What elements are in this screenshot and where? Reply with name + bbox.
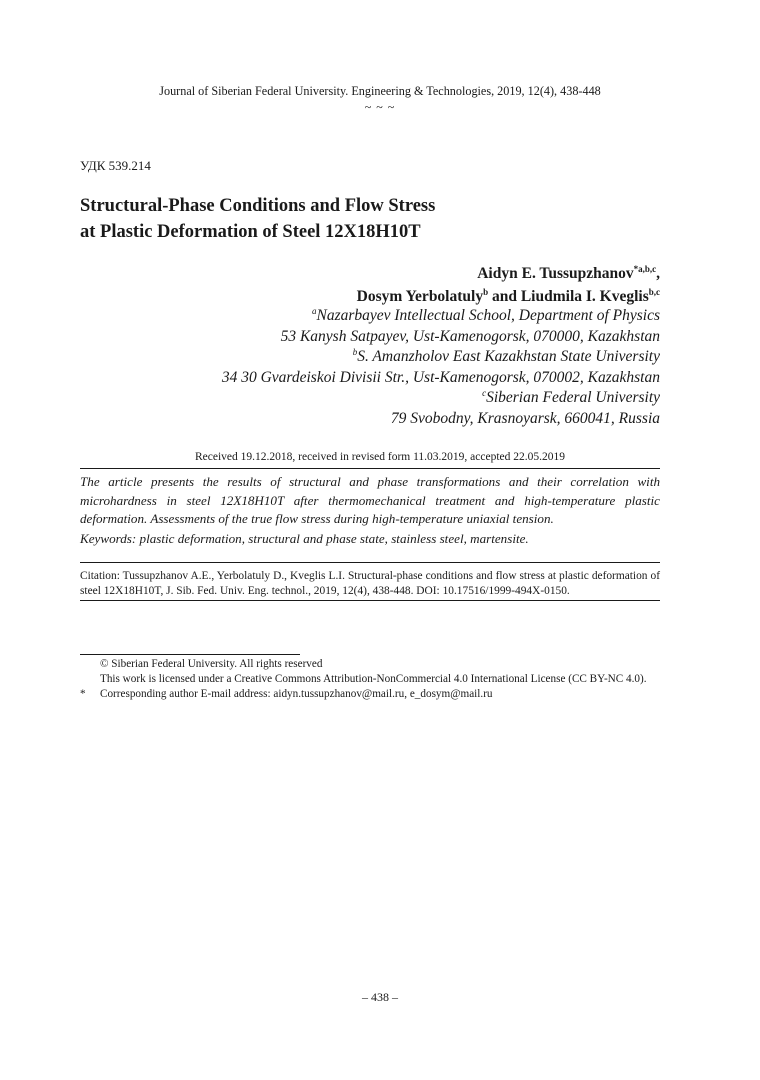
page-number: – 438 – — [362, 990, 398, 1004]
affiliation-sup: c — [482, 387, 487, 398]
author-list — [357, 262, 660, 308]
udk-code: УДК 539.214 — [80, 158, 151, 173]
affiliation-sup: a — [311, 305, 317, 316]
affiliation-text: Siberian Federal University — [486, 389, 660, 406]
title-line-1: Structural-Phase Conditions and Flow Stress — [80, 196, 436, 216]
title-line-2: at Plastic Deformation of Steel 12X18H10T — [80, 222, 421, 242]
abstract: The article presents the results of structural and phase transformations and their correlation with microhardness in steel 12X18H10T after thermomechanical treatment and high-temperature plastic deformation. Assessments of the true flow stress during high-temperature uniaxial tension. — [80, 474, 660, 526]
divider — [80, 562, 660, 563]
footnote-license — [80, 672, 647, 686]
affiliation-sup: b — [352, 346, 358, 357]
author-line-1 — [357, 262, 660, 285]
divider — [80, 600, 660, 601]
affiliation-line — [222, 327, 660, 348]
author-sep: , — [656, 265, 660, 282]
divider — [80, 468, 660, 469]
footnote-mark: * — [80, 688, 86, 700]
footnote-divider — [80, 654, 300, 655]
author-line-2 — [357, 285, 660, 308]
affiliation-line — [222, 388, 660, 409]
received-dates: Received 19.12.2018, received in revised form 11.03.2019, accepted 22.05.2019 — [194, 451, 566, 463]
corresponding-text: Corresponding author E-mail address: aidyn.tussupzhanov@mail.ru, e_dosym@mail.ru — [100, 688, 493, 700]
affiliation-line — [222, 409, 660, 430]
journal-header: Journal of Siberian Federal University. Engineering & Technologies, 2019, 12(4), 438-448 — [159, 84, 601, 98]
affiliations — [222, 306, 660, 429]
keywords: Keywords: plastic deformation, structural and phase state, stainless steel, martensite. — [80, 531, 529, 546]
citation: Citation: Tussupzhanov A.E., Yerbolatuly D., Kveglis L.I. Structural-phase conditions and flow stress at plastic deformation of steel 12X18H10T, J. Sib. Fed. Univ. Eng. technol., 2019, 12(4), 438-448. DOI: 10.17516/1999-494X-0150. — [80, 570, 660, 597]
license-text: This work is licensed under a Creative Commons Attribution-NonCommercial 4.0 International License (CC BY-NC 4.0). — [100, 673, 647, 685]
author-name: Liudmila I. Kveglis — [520, 288, 649, 305]
author-affil-sup: *a,b,c — [633, 263, 657, 274]
author-name: Aidyn E. Tussupzhanov — [477, 265, 634, 282]
affiliation-text: 79 Svobodny, Krasnoyarsk, 660041, Russia — [390, 409, 660, 427]
header-ornament: ~ ~ ~ — [364, 100, 396, 114]
copyright-text: © Siberian Federal University. All rights reserved — [100, 658, 323, 670]
affiliation-text: 53 Kanysh Satpayev, Ust-Kamenogorsk, 070000, Kazakhstan — [280, 327, 660, 345]
affiliation-line — [222, 347, 660, 368]
author-name: Dosym Yerbolatuly — [356, 288, 484, 305]
affiliation-text: Nazarbayev Intellectual School, Department of Physics — [316, 307, 660, 324]
article-title — [80, 193, 640, 245]
author-sep: and — [488, 288, 521, 305]
footnote-copyright — [80, 657, 322, 671]
affiliation-text: S. Amanzholov East Kazakhstan State University — [357, 348, 660, 365]
footnote-corresponding — [80, 687, 493, 701]
affiliation-line — [222, 368, 660, 389]
affiliation-text: 34 30 Gvardeiskoi Divisii Str., Ust-Kamenogorsk, 070002, Kazakhstan — [221, 368, 660, 386]
affiliation-line — [222, 306, 660, 327]
author-affil-sup: b — [483, 286, 489, 297]
author-affil-sup: b,c — [648, 286, 660, 297]
